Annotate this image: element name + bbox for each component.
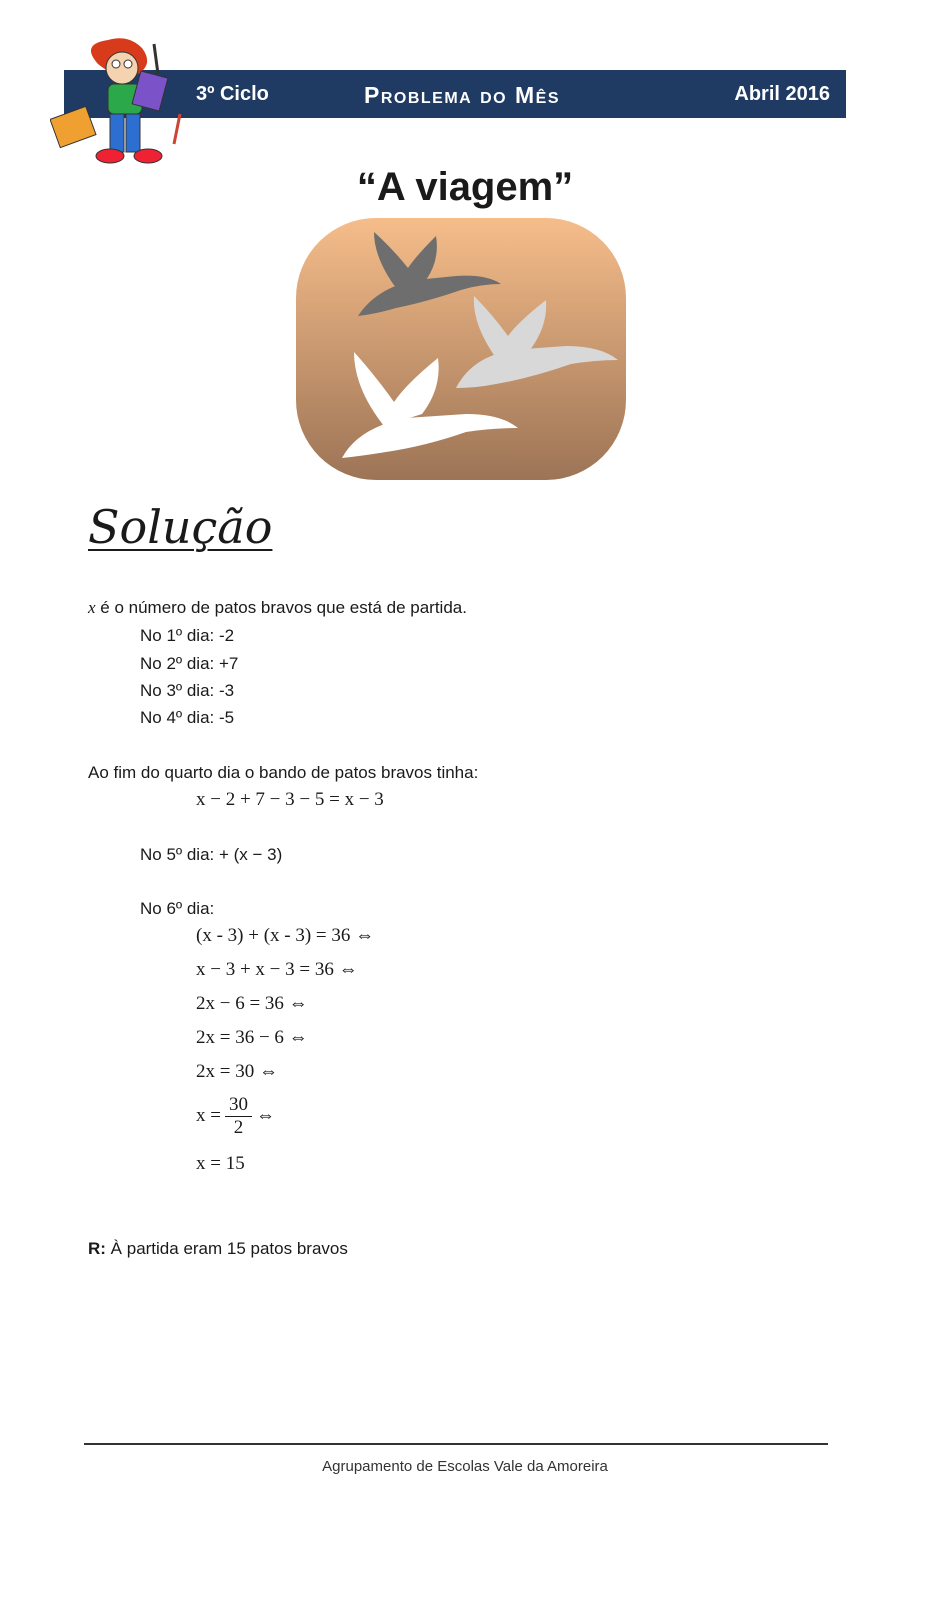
flying-ducks-illustration — [296, 218, 626, 480]
header-title: Problema do Mês — [364, 82, 561, 108]
fraction-denominator: 2 — [233, 1117, 244, 1138]
equation-step: x − 3 + x − 3 = 36 ⇔ — [196, 959, 358, 980]
footer-text: Agrupamento de Escolas Vale da Amoreira — [322, 1458, 608, 1475]
solution-heading: Solução — [88, 500, 273, 554]
mascot-illustration — [50, 34, 200, 174]
intro-line — [88, 598, 467, 618]
document-title: “A viagem” — [356, 165, 574, 209]
intro-variable: x — [88, 598, 96, 617]
answer-text: À partida eram 15 patos bravos — [105, 1239, 348, 1258]
fraction-lhs: x = — [196, 1104, 221, 1126]
day-1: No 1º dia: -2 — [140, 626, 235, 645]
final-equation: x = 15 — [196, 1153, 245, 1174]
day-2: No 2º dia: +7 — [140, 654, 239, 673]
answer-label: R: — [88, 1239, 106, 1258]
day-3: No 3º dia: -3 — [140, 681, 235, 700]
equation-day4: x − 2 + 7 − 3 − 5 = x − 3 — [196, 789, 384, 810]
answer-line — [88, 1239, 348, 1259]
day-6: No 6º dia: — [140, 899, 215, 918]
day-4: No 4º dia: -5 — [140, 708, 235, 727]
fraction — [225, 1094, 252, 1139]
header-date: Abril 2016 — [734, 83, 830, 105]
equation-step: 2x = 36 − 6 ⇔ — [196, 1027, 308, 1048]
fraction-numerator: 30 — [225, 1094, 252, 1117]
fraction-equation — [196, 1094, 275, 1139]
end-of-day4-text: Ao fim do quarto dia o bando de patos bravos tinha: — [88, 763, 479, 782]
day-5: No 5º dia: + (x − 3) — [140, 845, 283, 864]
intro-text: é o número de patos bravos que está de partida. — [95, 598, 467, 617]
equation-step: (x - 3) + (x - 3) = 36 ⇔ — [196, 925, 375, 946]
header-cycle: 3º Ciclo — [196, 83, 269, 105]
fraction-rhs: ⇔ — [255, 1104, 275, 1126]
equation-step: 2x − 6 = 36 ⇔ — [196, 993, 308, 1014]
equation-step: 2x = 30 ⇔ — [196, 1061, 278, 1082]
footer-divider — [84, 1443, 828, 1445]
